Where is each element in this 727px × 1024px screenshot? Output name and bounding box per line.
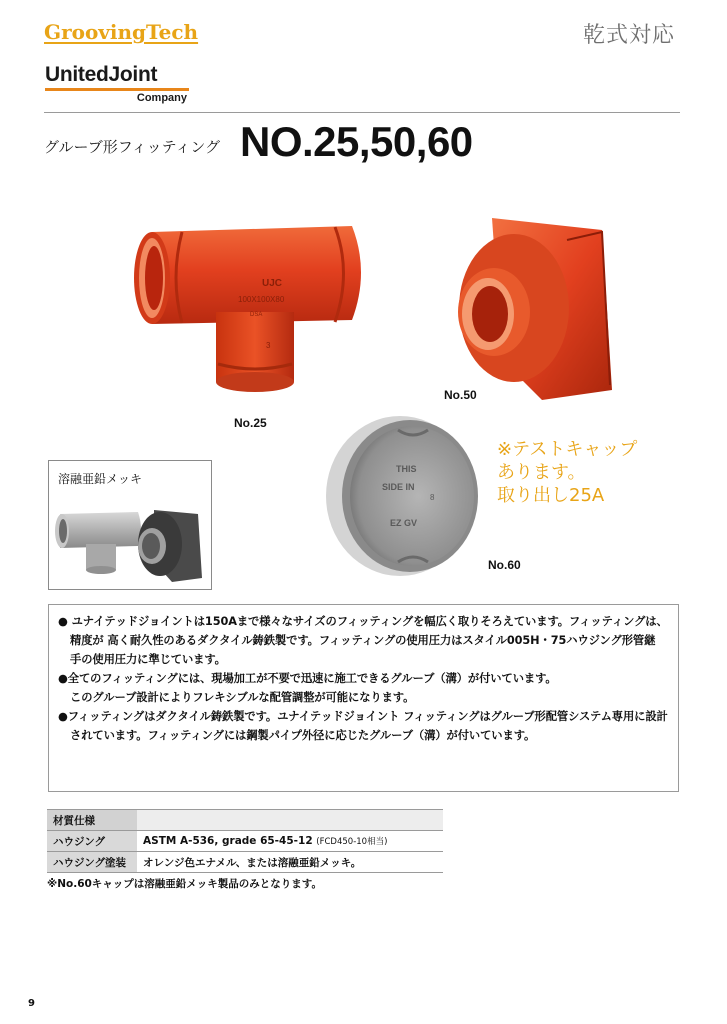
logo-subtext: Company bbox=[136, 92, 187, 104]
reducer-fitting-image bbox=[452, 210, 632, 405]
footnote: ※No.60キャップは溶融亜鉛メッキ製品のみとなります。 bbox=[47, 878, 322, 890]
cap-marking-1: THIS bbox=[396, 464, 417, 474]
spec-header: 材質仕様 bbox=[47, 810, 137, 831]
cap-marking-3: 8 bbox=[430, 493, 435, 502]
cap-marking-2: SIDE IN bbox=[382, 482, 415, 492]
caption-no60: No.60 bbox=[488, 558, 521, 572]
spec-key: ハウジング塗装 bbox=[47, 852, 137, 873]
desc-line: ●フィッティングはダクタイル鋳鉄製です。ユナイテッドジョイント フィッティングはグルーブ形配管システム専用に設計 bbox=[58, 710, 668, 723]
desc-line: このグルーブ設計によりフレキシブルな配管調整が可能になります。 bbox=[70, 691, 415, 704]
description-paragraph-1 bbox=[58, 612, 678, 669]
spec-key: ハウジング bbox=[47, 831, 137, 852]
spec-value: オレンジ色エナメル、または溶融亜鉛メッキ。 bbox=[137, 852, 443, 873]
company-logo bbox=[45, 64, 195, 104]
logo-bar bbox=[45, 88, 189, 91]
spec-header-blank bbox=[137, 810, 443, 831]
cap-marking-4: EZ GV bbox=[390, 518, 418, 528]
test-cap-note bbox=[497, 438, 637, 507]
dry-type-label: 乾式対応 bbox=[582, 23, 675, 48]
desc-line: ● ユナイテッドジョイントは150Aまで様々なサイズのフィッティングを幅広く取りそろえています。フィッティングは、 bbox=[58, 615, 668, 628]
product-subtitle: グルーブ形フィッティング bbox=[44, 138, 221, 156]
spec-value-main: ASTM A-536, grade 65-45-12 bbox=[143, 835, 313, 847]
header-divider bbox=[44, 112, 680, 113]
desc-line: 精度が 高く耐久性のあるダクタイル鋳鉄製です。フィッティングの使用圧力はスタイル005H・75ハウジング形管継 bbox=[70, 634, 656, 647]
description-paragraph-3 bbox=[58, 707, 678, 745]
tee-marking-4: 3 bbox=[266, 341, 271, 350]
spec-value bbox=[137, 831, 443, 852]
galvanized-label: 溶融亜鉛メッキ bbox=[58, 472, 143, 486]
note-line-1: ※テストキャップ bbox=[497, 439, 638, 460]
table-row bbox=[47, 810, 443, 831]
desc-line: されています。フィッティングには鋼製パイプ外径に応じたグルーブ（溝）が付いています。 bbox=[70, 729, 536, 742]
tee-fitting-image bbox=[130, 212, 380, 402]
description-paragraph-2 bbox=[58, 669, 678, 707]
tee-marking-3: DSA bbox=[250, 312, 263, 318]
logo-wordmark: UnitedJoint bbox=[45, 63, 158, 86]
galvanized-fittings-image bbox=[54, 500, 209, 585]
desc-line: 手の使用圧力に準じています。 bbox=[70, 653, 226, 666]
test-cap-image bbox=[318, 410, 488, 580]
table-row bbox=[47, 831, 443, 852]
tee-marking-1: UJC bbox=[262, 278, 283, 289]
note-line-3: 取り出し25A bbox=[497, 485, 605, 506]
desc-line: ●全てのフィッティングには、現場加工が不要で迅速に施工できるグルーブ（溝）が付いています。 bbox=[58, 672, 557, 685]
note-line-2: あります。 bbox=[497, 462, 586, 483]
caption-no25: No.25 bbox=[234, 416, 267, 430]
caption-no50: No.50 bbox=[444, 388, 477, 402]
table-row bbox=[47, 852, 443, 873]
spec-value-note: (FCD450-10相当) bbox=[316, 837, 388, 847]
tee-marking-2: 100X100X80 bbox=[238, 295, 285, 304]
product-title: NO.25,50,60 bbox=[240, 118, 473, 165]
material-spec-table bbox=[47, 809, 443, 873]
brand-title: GroovingTech bbox=[44, 20, 199, 44]
page-number: 9 bbox=[28, 998, 35, 1009]
